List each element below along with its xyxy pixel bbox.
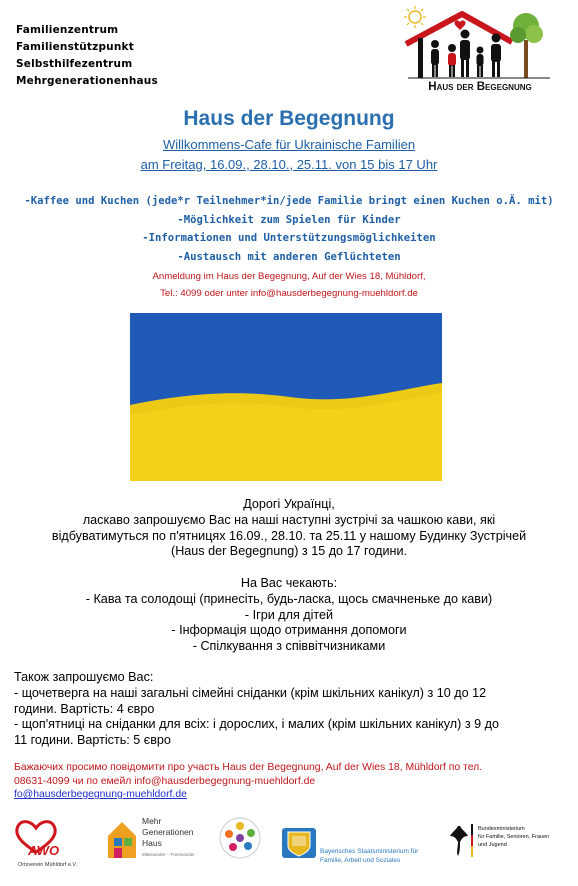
text-line: - Інформація щодо отримання допомоги xyxy=(171,623,407,638)
bund-line: Bundesministerium xyxy=(478,826,525,832)
contact-line: Бажаючих просимо повідомити про участь Haus der Begegnung, Auf der Wies 18, Mühldorf по тел. xyxy=(14,762,483,773)
mgh-line: Haus xyxy=(142,838,162,848)
text-line: - щоп'ятниці на сніданки для всіх: і дорослих, і малих (крім шкільних канікул) з 9 до xyxy=(14,717,499,732)
bund-line: für Familie, Senioren, Frauen xyxy=(478,834,550,840)
mgh-line: Mehr xyxy=(142,816,162,826)
list-item: -Austausch mit anderen Geflüchteten xyxy=(177,250,401,263)
org-line: Selbsthilfezentrum xyxy=(16,58,133,70)
familienstuetzpunkt-logo xyxy=(220,818,260,858)
org-line: Mehrgenerationenhaus xyxy=(16,75,158,87)
bavaria-ministry-logo xyxy=(282,828,419,864)
bavaria-line: Familie, Arbeit und Soziales xyxy=(320,857,401,864)
event-subtitle: Willkommens-Cafe für Ukrainische Familien xyxy=(162,137,416,152)
text-line: відбуватимуться по п'ятницях 16.09., 28.10. та 25.11 у нашому Будинку Зустрічей xyxy=(51,528,527,543)
org-names xyxy=(16,22,158,90)
awo-sub: Ortsverein Mühldorf e.V. xyxy=(18,862,78,868)
text-line: - Спілкування з співвітчизниками xyxy=(192,639,386,654)
text-line: Дорогі Українці, xyxy=(243,497,335,511)
text-line: ласкаво запрошуємо Вас на наші наступні зустрічі за чашкою кави, які xyxy=(82,512,496,527)
text-line: - щочетверга на наші загальні сімейні сніданки (крім шкільних канікул) з 10 до 12 xyxy=(14,685,487,700)
text-line: (Haus der Begegnung) з 15 до 17 години. xyxy=(171,544,407,559)
ukrainian-also-invite xyxy=(14,670,569,749)
offer-list xyxy=(0,192,578,266)
sponsor-logos xyxy=(0,808,578,878)
org-line: Familienstützpunkt xyxy=(16,41,134,53)
text-line: - Кава та солодощі (принесіть, будь-ласка, щось смачненьке до кави) xyxy=(85,591,493,606)
ukrainian-intro xyxy=(0,497,578,560)
org-line: Familienzentrum xyxy=(16,24,119,36)
contact-info xyxy=(14,761,574,802)
contact-line: 08631-4099 чи по емейл info@hausderbegegnung-muehldorf.de xyxy=(14,775,316,787)
mgh-logo xyxy=(108,816,195,858)
bund-line: und Jugend xyxy=(478,842,507,848)
awo-name: AWO xyxy=(28,843,60,858)
tree-icon xyxy=(510,13,543,78)
registration-info xyxy=(0,269,578,302)
eagle-icon xyxy=(450,826,468,856)
text-line: години. Вартість: 4 євро xyxy=(14,701,155,716)
text-line: На Вас чекають: xyxy=(240,576,338,590)
logo-text: Haus der Begegnung xyxy=(428,81,532,93)
page-title: Haus der Begegnung xyxy=(183,107,395,130)
text-line: Також запрошуємо Вас: xyxy=(14,670,154,684)
federal-ministry-logo xyxy=(450,824,549,857)
list-item: -Möglichkeit zum Spielen für Kinder xyxy=(177,213,401,226)
text-line: 11 години. Вартість: 5 євро xyxy=(14,733,171,748)
registration-line: Anmeldung im Haus der Begegnung, Auf der Wies 18, Mühldorf, xyxy=(152,271,426,282)
mgh-sub: Miteinander – Füreinander xyxy=(142,852,195,857)
list-item: -Kaffee und Kuchen (jede*r Teilnehmer*in/jede Familie bringt einen Kuchen o.Ä. mit) xyxy=(24,195,554,207)
registration-line: Tel.: 4099 oder unter info@hausderbegegnung-muehldorf.de xyxy=(160,287,418,299)
ukrainian-awaits xyxy=(0,576,578,655)
list-item: -Informationen und Unterstützungsmöglichkeiten xyxy=(142,232,436,244)
mgh-line: Generationen xyxy=(142,827,194,837)
email-link[interactable]: fo@hausderbegegnung-muehldorf.de xyxy=(14,789,187,800)
awo-logo xyxy=(17,822,78,868)
ukraine-flag xyxy=(130,313,442,481)
event-dates: am Freitag, 16.09., 28.10., 25.11. von 15 bis 17 Uhr xyxy=(140,157,438,172)
bavaria-line: Bayerisches Staatsministerium für xyxy=(320,848,419,855)
text-line: - Ігри для дітей xyxy=(244,607,334,622)
sun-icon xyxy=(404,6,426,28)
